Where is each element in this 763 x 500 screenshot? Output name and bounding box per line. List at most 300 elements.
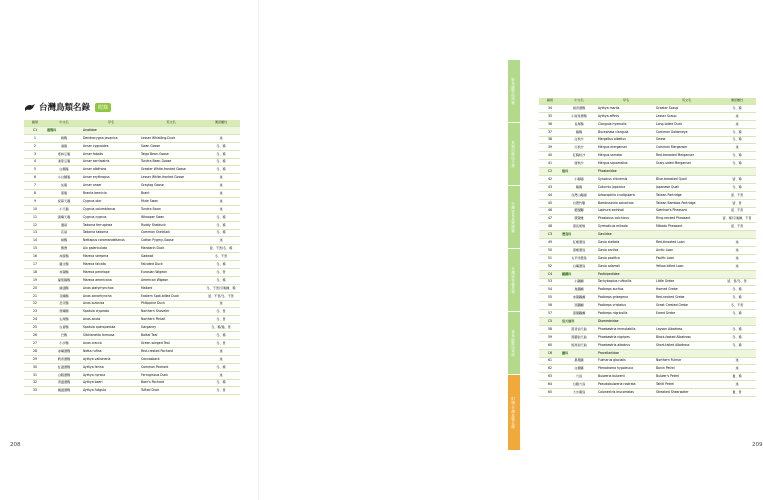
cell-english-name: Red-throated Loon <box>655 239 718 247</box>
cell-status: 冬、稀 <box>202 142 240 150</box>
cell-scientific-name: Anser serrirostris <box>82 158 140 166</box>
cell-number: C1 <box>24 127 46 135</box>
bird-icon <box>24 102 36 112</box>
page-number-right: 209 <box>752 442 763 448</box>
cell-scientific-name: Phoebastria albatrus <box>597 341 655 349</box>
cell-english-name: Philippine Duck <box>140 300 202 308</box>
cell-chinese-name: 棉鴨 <box>46 237 82 245</box>
cell-scientific-name: Gavia pacifica <box>597 254 655 262</box>
cell-status: 迷 <box>202 198 240 206</box>
family-row <box>539 168 756 176</box>
cell-english-name: Greater White-fronted Goose <box>140 166 202 174</box>
cell-number: 33 <box>24 387 46 395</box>
table-row <box>24 332 240 340</box>
table-row <box>24 269 240 277</box>
cell-number: 60 <box>539 341 561 349</box>
cell-number: 63 <box>539 373 561 381</box>
cell-number: 46 <box>539 207 561 215</box>
cell-scientific-name: Gaviidae <box>597 231 655 239</box>
cell-scientific-name: Dendrocygna javanica <box>82 134 140 142</box>
cell-english-name: Red-necked Grebe <box>655 294 718 302</box>
cell-number: 22 <box>24 300 46 308</box>
cell-status: 迷 <box>718 262 756 270</box>
chapter-tab-4[interactable]: 台灣特有種鳥類 <box>508 249 520 312</box>
cell-scientific-name: Aythya affinis <box>597 112 655 120</box>
cell-chinese-name: 青頭潛鴨 <box>46 379 82 387</box>
cell-scientific-name: Aythya valisineria <box>82 355 140 363</box>
cell-chinese-name: 琵嘴鴨 <box>46 308 82 316</box>
cell-number: 59 <box>539 333 561 341</box>
cell-status: 冬、稀 <box>718 136 756 144</box>
cell-chinese-name: 台灣竹雞 <box>561 199 597 207</box>
cell-status <box>202 127 240 135</box>
cell-number: 40 <box>539 152 561 160</box>
cell-english-name: Pacific Loon <box>655 254 718 262</box>
cell-number: 50 <box>539 247 561 255</box>
cell-scientific-name: Sibirionetta formosa <box>82 332 140 340</box>
cell-chinese-name: 鸊鷉科 <box>561 270 597 278</box>
cell-chinese-name: 黑腳信天翁 <box>561 333 597 341</box>
cell-status: 冬、稀 <box>202 158 240 166</box>
table-row <box>24 174 240 182</box>
bird-table-right <box>539 98 756 397</box>
cell-number: 64 <box>539 381 561 389</box>
cell-scientific-name: Anser albifrons <box>82 166 140 174</box>
cell-number: 2 <box>24 142 46 150</box>
cell-number: 51 <box>539 254 561 262</box>
cell-chinese-name: 鳳頭潛鴨 <box>46 387 82 395</box>
cell-status: 迷 <box>718 381 756 389</box>
cell-status: 冬、不普/引進種、稀 <box>202 284 240 292</box>
cell-chinese-name: 黑長尾雉 <box>561 223 597 231</box>
table-row <box>539 333 756 341</box>
chapter-tab-appendix[interactable]: 附錄:台灣鳥類名錄 <box>508 375 520 451</box>
cell-number: C3 <box>539 231 561 239</box>
cell-scientific-name: Cygnus cygnus <box>82 213 140 221</box>
cell-scientific-name: Aythya baeri <box>82 379 140 387</box>
cell-chinese-name: 小鸊鷉 <box>561 278 597 286</box>
table-row <box>539 207 756 215</box>
cell-status: 冬、普 <box>202 269 240 277</box>
table-row <box>539 254 756 262</box>
cell-scientific-name: Aythya nyroca <box>82 371 140 379</box>
cell-chinese-name: 長尾鴨 <box>561 120 597 128</box>
cell-chinese-name: 綠頭鴨 <box>46 284 82 292</box>
table-row <box>24 324 240 332</box>
cell-chinese-name: 凍原豆雁 <box>46 158 82 166</box>
table-row <box>24 300 240 308</box>
cell-english-name: Japanese Quail <box>655 183 718 191</box>
cell-chinese-name: 唐秋沙 <box>561 160 597 168</box>
cell-number: 62 <box>539 365 561 373</box>
cell-english-name: Streaked Shearwater <box>655 389 718 397</box>
cell-scientific-name: Phoebastria immutabilis <box>597 325 655 333</box>
cell-english-name: Whooper Swan <box>140 213 202 221</box>
cell-scientific-name: Fulmarus glacialis <box>597 357 655 365</box>
cell-english-name: Arctic Loon <box>655 247 718 255</box>
table-row <box>24 134 240 142</box>
cell-english-name: Taiga Bean-Goose <box>140 150 202 158</box>
cell-english-name: Mandarin Duck <box>140 245 202 253</box>
table-row <box>24 308 240 316</box>
cell-status: 冬、普 <box>202 340 240 348</box>
cell-scientific-name: Bucephala clangula <box>597 128 655 136</box>
cell-scientific-name: Phoebastria nigripes <box>597 333 655 341</box>
cell-chinese-name: 信天翁科 <box>561 318 597 326</box>
col-header-number: 編號 <box>539 98 561 105</box>
cell-english-name <box>655 168 718 176</box>
cell-english-name: Baer's Pochard <box>140 379 202 387</box>
table-row <box>539 325 756 333</box>
table-row <box>539 191 756 199</box>
cell-status: 冬、稀/過、普 <box>202 324 240 332</box>
cell-number: 38 <box>539 136 561 144</box>
page-title: 台灣鳥類名錄 <box>39 103 91 113</box>
cell-status: 留、普/冬、普 <box>718 278 756 286</box>
cell-scientific-name: Anser cygnoides <box>82 142 140 150</box>
cell-number: 1 <box>24 134 46 142</box>
cell-status: 冬、稀 <box>718 128 756 136</box>
cell-english-name: Common Shelduck <box>140 229 202 237</box>
cell-status: 迷 <box>202 237 240 245</box>
cell-chinese-name: 小天鵝 <box>46 205 82 213</box>
appendix-badge: 附錄 <box>95 103 111 112</box>
table-row <box>539 160 756 168</box>
cell-status: 留、不普 <box>718 223 756 231</box>
col-header-english-name: 英文名 <box>140 120 202 127</box>
chapter-tab-5[interactable]: 賞鳥地點與資源 <box>508 312 520 375</box>
cell-scientific-name: Aythya marila <box>597 105 655 113</box>
table-row <box>539 365 756 373</box>
cell-scientific-name: Phasianus colchicus <box>597 215 655 223</box>
cell-number: 49 <box>539 239 561 247</box>
cell-english-name: Swan Goose <box>140 142 202 150</box>
cell-status: 冬、稀 <box>202 150 240 158</box>
cell-english-name: Short-tailed Albatross <box>655 341 718 349</box>
cell-scientific-name: Spatula clypeata <box>82 308 140 316</box>
cell-chinese-name: 葡萄胸鴨 <box>46 276 82 284</box>
table-row <box>24 190 240 198</box>
table-row <box>539 341 756 349</box>
cell-number: 58 <box>539 325 561 333</box>
cell-number: 14 <box>24 237 46 245</box>
table-row <box>539 223 756 231</box>
cell-chinese-name: 寒林豆雁 <box>46 150 82 158</box>
cell-scientific-name: Pseudobulweria rostrata <box>597 381 655 389</box>
chapter-tab-1[interactable]: 野鳥觀察與辨識 <box>508 60 520 123</box>
cell-status: 迷 <box>718 239 756 247</box>
cell-scientific-name: Mergus serrator <box>597 152 655 160</box>
cell-status: 冬、稀 <box>202 379 240 387</box>
cell-english-name: Baikal Teal <box>140 332 202 340</box>
cell-scientific-name: Aythya fuligula <box>82 387 140 395</box>
cell-scientific-name: Gavia stellata <box>597 239 655 247</box>
cell-chinese-name: 白秋沙 <box>561 136 597 144</box>
cell-number: 27 <box>24 340 46 348</box>
table-row <box>24 276 240 284</box>
table-row <box>24 182 240 190</box>
cell-english-name: American Wigeon <box>140 276 202 284</box>
table-row <box>24 371 240 379</box>
cell-status <box>718 349 756 357</box>
cell-scientific-name: Anatidae <box>82 127 140 135</box>
chapter-tab-3[interactable]: 台灣常見鳥類圖鑑 <box>508 186 520 249</box>
cell-status: 冬、稀 <box>202 261 240 269</box>
cell-number: 18 <box>24 269 46 277</box>
table-body-left <box>24 127 240 395</box>
family-row <box>24 127 240 135</box>
cell-chinese-name: 疣鼻天鵝 <box>46 198 82 206</box>
cell-chinese-name: 樹鴨 <box>46 134 82 142</box>
cell-english-name: Canvasback <box>140 355 202 363</box>
cell-scientific-name: Podiceps auritus <box>597 286 655 294</box>
cell-status: 冬、稀 <box>202 363 240 371</box>
cell-number: 61 <box>539 357 561 365</box>
cell-scientific-name: Cygnus columbianus <box>82 205 140 213</box>
cell-chinese-name: 白腹穴鳥 <box>561 381 597 389</box>
cell-scientific-name: Podiceps cristatus <box>597 302 655 310</box>
cell-status: 冬、稀 <box>718 333 756 341</box>
cell-chinese-name: 赤膀鴨 <box>46 253 82 261</box>
table-row <box>539 152 756 160</box>
cell-status: 留、不普 <box>718 207 756 215</box>
cell-status: 冬、普 <box>202 316 240 324</box>
cell-number: 7 <box>24 182 46 190</box>
cell-chinese-name: 帆背潛鴨 <box>46 355 82 363</box>
cell-chinese-name: 白嘴潛鳥 <box>561 262 597 270</box>
cell-status: 迷 <box>202 371 240 379</box>
cell-status: 迷 <box>202 300 240 308</box>
cell-status <box>718 231 756 239</box>
table-row <box>24 347 240 355</box>
table-row <box>24 253 240 261</box>
cell-chinese-name: 灰雁 <box>46 182 82 190</box>
cell-scientific-name: Bulweria bulwerii <box>597 373 655 381</box>
cell-chinese-name: 角鸊鷉 <box>561 286 597 294</box>
cell-status: 冬、不普 <box>718 302 756 310</box>
cell-english-name: Bulwer's Petrel <box>655 373 718 381</box>
cell-chinese-name: 赤嘴潛鴨 <box>46 347 82 355</box>
cell-number: 11 <box>24 213 46 221</box>
cell-english-name: Yellow-billed Loon <box>655 262 718 270</box>
cell-english-name: Eared Grebe <box>655 310 718 318</box>
cell-status: 迷 <box>202 134 240 142</box>
cell-chinese-name: 暴風鸌 <box>561 357 597 365</box>
cell-english-name: Red-crested Pochard <box>140 347 202 355</box>
cell-number: 32 <box>24 379 46 387</box>
cell-chinese-name: 白眼潛鴨 <box>46 371 82 379</box>
cell-number: 35 <box>539 112 561 120</box>
cell-number: 56 <box>539 302 561 310</box>
col-header-scientific-name: 學名 <box>82 120 140 127</box>
cell-scientific-name: Aix galericulata <box>82 245 140 253</box>
table-row <box>539 136 756 144</box>
table-row <box>539 262 756 270</box>
cell-chinese-name: 小水鴨 <box>46 340 82 348</box>
cell-status: 留、不普 <box>718 191 756 199</box>
cell-number: 19 <box>24 276 46 284</box>
cell-english-name: Common Goldeneye <box>655 128 718 136</box>
cell-status: 冬、稀 <box>718 310 756 318</box>
table-row <box>539 302 756 310</box>
cell-scientific-name: Syrmaticus mikado <box>597 223 655 231</box>
cell-scientific-name: Nettapus coromandelianus <box>82 237 140 245</box>
cell-number: 41 <box>539 160 561 168</box>
cell-chinese-name: 川秋沙 <box>561 144 597 152</box>
cell-english-name: Tufted Duck <box>140 387 202 395</box>
cell-status <box>718 168 756 176</box>
table-row <box>539 105 756 113</box>
left-page <box>0 0 260 500</box>
table-row <box>24 142 240 150</box>
table-row <box>24 355 240 363</box>
title-block <box>24 101 111 113</box>
table-row <box>539 381 756 389</box>
cell-english-name: Mikado Pheasant <box>655 223 718 231</box>
cell-number: 15 <box>24 245 46 253</box>
cell-scientific-name: Arborophila crudigularis <box>597 191 655 199</box>
cell-status: 留、不普/冬、不普 <box>202 292 240 300</box>
cell-english-name: Long-tailed Duck <box>655 120 718 128</box>
cell-english-name: Falcated Duck <box>140 261 202 269</box>
cell-number: 54 <box>539 286 561 294</box>
table-row <box>539 247 756 255</box>
cell-number: 4 <box>24 158 46 166</box>
cell-chinese-name: 雉科 <box>561 168 597 176</box>
cell-scientific-name: Coturnix japonica <box>597 183 655 191</box>
cell-status: 冬、稀 <box>202 276 240 284</box>
cell-number: C4 <box>539 270 561 278</box>
cell-chinese-name: 白眉鴨 <box>46 324 82 332</box>
cell-number: 21 <box>24 292 46 300</box>
cell-english-name: Great Crested Grebe <box>655 302 718 310</box>
cell-status: 迷 <box>718 254 756 262</box>
cell-scientific-name: Netta rufina <box>82 347 140 355</box>
cell-english-name: Common Pochard <box>140 363 202 371</box>
cell-chinese-name: 紅頭潛鴨 <box>46 363 82 371</box>
cell-chinese-name: 鵪鶉 <box>561 183 597 191</box>
cell-chinese-name: 黑背信天翁 <box>561 325 597 333</box>
cell-status: 夏、稀 <box>718 373 756 381</box>
cell-number: 23 <box>24 308 46 316</box>
cell-status: 冬、不普 <box>202 253 240 261</box>
cell-english-name: Tahiti Petrel <box>655 381 718 389</box>
cell-status: 迷 <box>202 182 240 190</box>
cell-scientific-name: Anser erythropus <box>82 174 140 182</box>
cell-chinese-name: 白額雁 <box>46 166 82 174</box>
table-row <box>24 292 240 300</box>
cell-number: 5 <box>24 166 46 174</box>
cell-english-name <box>655 231 718 239</box>
cell-scientific-name: Anas platyrhynchos <box>82 284 140 292</box>
table-row <box>24 316 240 324</box>
cell-number: 34 <box>539 105 561 113</box>
cell-number: 36 <box>539 120 561 128</box>
cell-chinese-name: 鸌科 <box>561 349 597 357</box>
cell-number: 29 <box>24 355 46 363</box>
table-row <box>24 166 240 174</box>
cell-status: 冬、普 <box>202 387 240 395</box>
table-row <box>539 144 756 152</box>
cell-chinese-name: 鵲鴨 <box>561 128 597 136</box>
cell-chinese-name: 鴛鴦 <box>46 245 82 253</box>
cell-english-name: Cotton Pygmy-Goose <box>140 237 202 245</box>
cell-scientific-name: Podicipedidae <box>597 270 655 278</box>
cell-status: 夏、普 <box>718 389 756 397</box>
table-row <box>539 112 756 120</box>
cell-number: 30 <box>24 363 46 371</box>
col-header-scientific-name: 學名 <box>597 98 655 105</box>
cell-scientific-name: Pterodroma hypoleuca <box>597 365 655 373</box>
cell-status <box>718 318 756 326</box>
cell-status <box>718 270 756 278</box>
cell-number: 42 <box>539 176 561 184</box>
cell-english-name: Black-footed Albatross <box>655 333 718 341</box>
chapter-tab-2[interactable]: 鳥類形態與分類 <box>508 123 520 186</box>
table-row <box>24 205 240 213</box>
cell-number: 16 <box>24 253 46 261</box>
cell-english-name: Eurasian Wigeon <box>140 269 202 277</box>
cell-scientific-name: Podiceps grisegena <box>597 294 655 302</box>
cell-status: 冬、稀 <box>202 221 240 229</box>
cell-chinese-name: 尖尾鴨 <box>46 316 82 324</box>
col-header-chinese-name: 中文名 <box>561 98 597 105</box>
cell-chinese-name: 小斑背潛鴨 <box>561 112 597 120</box>
cell-chinese-name: 黃嘴天鵝 <box>46 213 82 221</box>
cell-status: 迷 <box>202 205 240 213</box>
table-row <box>539 310 756 318</box>
table-row <box>539 278 756 286</box>
col-header-number: 編號 <box>24 120 46 127</box>
cell-english-name: Northern Shoveler <box>140 308 202 316</box>
cell-english-name: Ruddy Shelduck <box>140 221 202 229</box>
cell-scientific-name: Anas crecca <box>82 340 140 348</box>
cell-number: 31 <box>24 371 46 379</box>
cell-number: 45 <box>539 199 561 207</box>
table-row <box>539 239 756 247</box>
cell-english-name: Lesser White-fronted Goose <box>140 174 202 182</box>
cell-number: 39 <box>539 144 561 152</box>
cell-chinese-name: 黑頸鸊鷉 <box>561 310 597 318</box>
cell-scientific-name: Mergellus albellus <box>597 136 655 144</box>
table-row <box>539 389 756 397</box>
cell-status: 冬、稀 <box>718 286 756 294</box>
cell-number: 37 <box>539 128 561 136</box>
cell-scientific-name: Mareca strepera <box>82 253 140 261</box>
cell-number: 26 <box>24 332 46 340</box>
cell-scientific-name: Gavia adamsii <box>597 262 655 270</box>
cell-chinese-name: 赤頸鸊鷉 <box>561 294 597 302</box>
cell-scientific-name: Podiceps nigricollis <box>597 310 655 318</box>
table-row <box>539 294 756 302</box>
cell-status: 留、稀 <box>718 176 756 184</box>
cell-chinese-name: 小白額雁 <box>46 174 82 182</box>
cell-chinese-name: 黑雁 <box>46 190 82 198</box>
cell-english-name: Little Grebe <box>655 278 718 286</box>
cell-chinese-name: 大水薙鳥 <box>561 389 597 397</box>
cell-number: 25 <box>24 324 46 332</box>
cell-scientific-name: Diomedeidae <box>597 318 655 326</box>
cell-chinese-name: 赤頸鴨 <box>46 269 82 277</box>
cell-chinese-name: 短尾信天翁 <box>561 341 597 349</box>
cell-chinese-name: 潛鳥科 <box>561 231 597 239</box>
cell-scientific-name: Spatula querquedula <box>82 324 140 332</box>
cell-number: 3 <box>24 150 46 158</box>
table-row <box>24 150 240 158</box>
cell-english-name: Brant <box>140 190 202 198</box>
cell-status: 迷 <box>202 355 240 363</box>
cell-number: 8 <box>24 190 46 198</box>
